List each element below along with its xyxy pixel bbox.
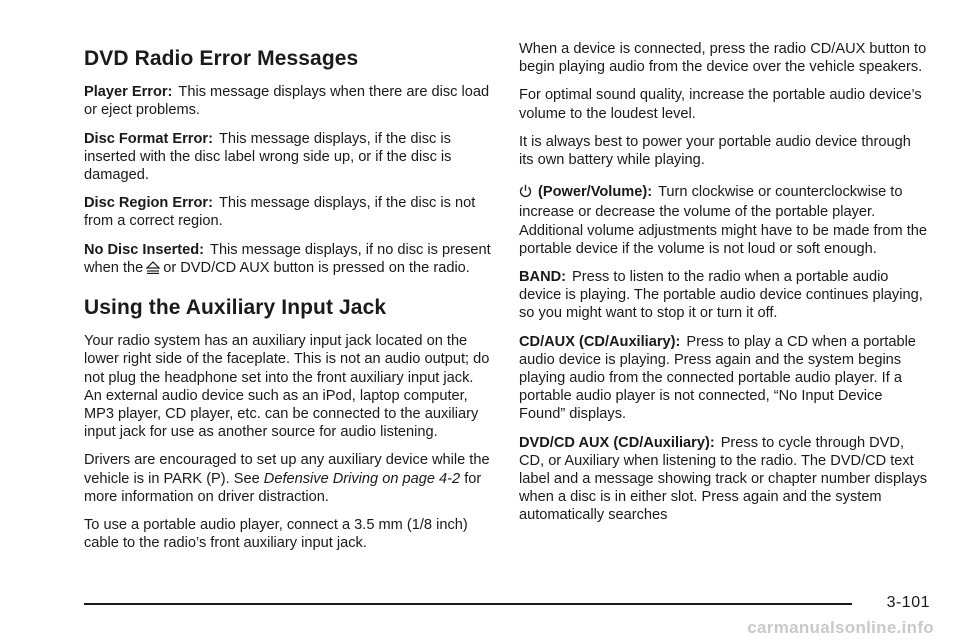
dvd-cd-aux-text: Press to cycle through DVD, CD, or Auxiliary when listening to the radio. The DVD/CD text label and a message showing track or chapter number displays when a disc is in either slot. Press again and the system automatically searches (519, 434, 928, 524)
power-volume-term: (Power/Volume): (538, 184, 653, 201)
no-disc-inserted-term: No Disc Inserted: (84, 241, 205, 258)
cd-aux-text: Press to play a CD when a portable audio device is playing. Press again and the system begins playing audio from the connected portable audio player. If a portable audio player is not connected, “No Input Device Found” displays. (519, 333, 916, 423)
disc-region-error-text: This message displays, if the disc is not from a correct region. (84, 195, 476, 230)
aux-intro-paragraph: Your radio system has an auxiliary input jack located on the lower right side of the faceplate. This is not an audio output; do not plug the headphone set into the front auxiliary input jack. An external audio device such as an iPod, laptop computer, MP3 player, CD player, etc. can be connected to the auxiliary input jack for use as another source for audio listening. (84, 333, 490, 441)
disc-format-error-text: This message displays, if the disc is inserted with the disc label wrong side up, or if the disc is damaged. (84, 130, 452, 183)
power-icon (519, 184, 532, 203)
disc-region-error-term: Disc Region Error: (84, 195, 213, 212)
band-text: Press to listen to the radio when a portable audio device is playing. The portable audio device continues playing, so you might want to stop it or turn it off. (519, 269, 923, 322)
player-error-text: This message displays when there are disc load or eject problems. (84, 84, 490, 119)
power-volume-paragraph (519, 183, 929, 258)
power-volume-text: Turn clockwise or counterclockwise to increase or decrease the volume of the portable player. Additional volume adjustments might have to be made from the portable device if the volume is not loud or soft enough. (519, 184, 928, 257)
right-column (519, 40, 929, 535)
page-number: 3-101 (886, 594, 930, 611)
footer-rule (84, 603, 852, 605)
defensive-driving-link[interactable]: Defensive Driving on page 4-2 (263, 470, 461, 487)
dvd-cd-aux-paragraph (519, 434, 929, 525)
band-paragraph (519, 268, 929, 323)
disc-format-error-paragraph (84, 130, 494, 185)
eject-icon (146, 261, 160, 279)
heading-auxiliary-input-jack: Using the Auxiliary Input Jack (84, 296, 387, 320)
sound-quality-paragraph: For optimal sound quality, increase the portable audio device’s volume to the loudest level. (519, 87, 922, 122)
aux-drivers-text-a: Drivers are encouraged to set up any auxiliary device while the vehicle is in PARK (P). See (84, 452, 490, 487)
dvd-cd-aux-term: DVD/CD AUX (CD/Auxiliary): (519, 434, 715, 451)
watermark: carmanualsonline.info (747, 618, 934, 637)
left-column (84, 40, 494, 562)
no-disc-inserted-paragraph (84, 241, 494, 279)
player-error-paragraph (84, 83, 494, 119)
player-error-term: Player Error: (84, 84, 173, 101)
cd-aux-term: CD/AUX (CD/Auxiliary): (519, 333, 681, 350)
device-connected-paragraph: When a device is connected, press the radio CD/AUX button to begin playing audio from the device over the vehicle speakers. (519, 41, 927, 76)
battery-paragraph: It is always best to power your portable audio device through its own battery while playing. (519, 133, 911, 169)
cd-aux-paragraph (519, 333, 929, 424)
band-term: BAND: (519, 269, 567, 286)
heading-dvd-radio-error-messages: DVD Radio Error Messages (84, 47, 359, 70)
aux-drivers-paragraph (84, 451, 494, 506)
disc-region-error-paragraph (84, 194, 494, 230)
aux-drivers-text-b: for more information on driver distraction. (84, 470, 482, 505)
no-disc-inserted-text-b: or DVD/CD AUX button is pressed on the radio. (163, 259, 470, 276)
disc-format-error-term: Disc Format Error: (84, 130, 213, 147)
no-disc-inserted-text-a: This message displays, if no disc is present when the (84, 241, 491, 276)
aux-cable-paragraph: To use a portable audio player, connect a 3.5 mm (1/8 inch) cable to the radio’s front auxiliary input jack. (84, 517, 468, 552)
